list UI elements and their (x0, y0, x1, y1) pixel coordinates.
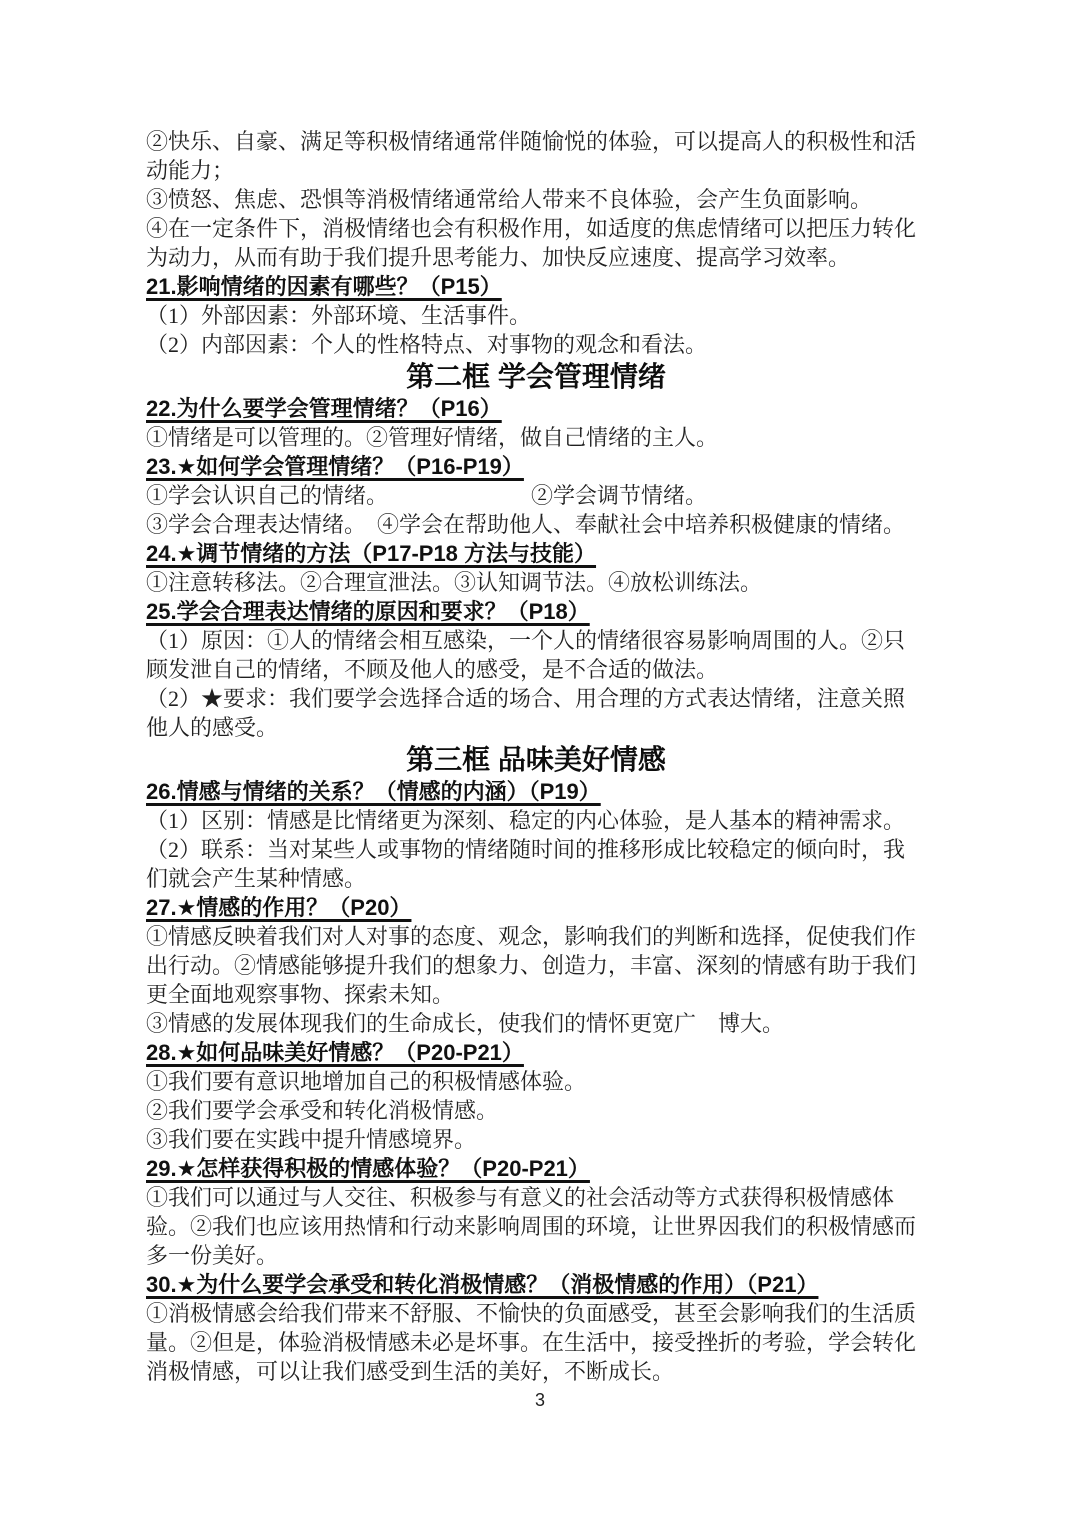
question-heading-text: 25.学会合理表达情绪的原因和要求？（P18） (146, 599, 590, 624)
question-heading-text: 28.★如何品味美好情感？（P20-P21） (146, 1040, 524, 1065)
question-heading-text: 24.★调节情绪的方法（P17-P18 方法与技能） (146, 541, 597, 566)
question-heading (146, 272, 926, 301)
question-heading (146, 597, 926, 626)
paragraph: （1）原因：①人的情绪会相互感染，一个人的情绪很容易影响周围的人。②只顾发泄自己的情绪，不顾及他人的感受，是不合适的做法。 (146, 628, 906, 682)
page-number: 3 (534, 1390, 545, 1410)
paragraph: ①情绪是可以管理的。②管理好情绪，做自己情绪的主人。 (146, 425, 719, 450)
paragraph: （2）★要求：我们要学会选择合适的场合、用合理的方式表达情绪，注意关照他人的感受。 (146, 686, 906, 740)
paragraph: （1）外部因素：外部环境、生活事件。 (146, 303, 532, 328)
paragraph: （2）联系：当对某些人或事物的情绪随时间的推移形成比较稳定的倾向时，我们就会产生某种情感。 (146, 837, 906, 891)
question-heading (146, 394, 926, 423)
paragraph: （1）区别：情感是比情绪更为深刻、稳定的内心体验，是人基本的精神需求。 (146, 808, 906, 833)
paragraph: ①情感反映着我们对人对事的态度、观念，影响我们的判断和选择，促使我们作出行动。②情感能够提升我们的想象力、创造力，丰富、深刻的情感有助于我们更全面地观察事物、探索未知。 (146, 924, 917, 1007)
paragraph: ③情感的发展体现我们的生命成长，使我们的情怀更宽广 博大。 (146, 1011, 785, 1036)
paragraph: ②快乐、自豪、满足等积极情绪通常伴随愉悦的体验，可以提高人的积极性和活动能力； (146, 129, 917, 183)
section-heading: 第二框 学会管理情绪 (406, 361, 666, 392)
question-heading-text: 23.★如何学会管理情绪？（P16-P19） (146, 454, 524, 479)
document-body (146, 127, 926, 1386)
question-heading-text: 30.★为什么要学会承受和转化消极情感？（消极情感的作用）（P21） (146, 1272, 819, 1297)
paragraph: ③我们要在实践中提升情感境界。 (146, 1127, 477, 1152)
paragraph: ①消极情感会给我们带来不舒服、不愉快的负面感受，甚至会影响我们的生活质量。②但是，体验消极情感未必是坏事。在生活中，接受挫折的考验，学会转化消极情感，可以让我们感受到生活的美好，不断成长。 (146, 1301, 917, 1384)
question-heading (146, 1270, 926, 1299)
section-heading: 第三框 品味美好情感 (406, 744, 666, 775)
question-heading (146, 893, 926, 922)
question-heading-text: 27.★情感的作用？（P20） (146, 895, 412, 920)
question-heading (146, 1154, 926, 1183)
paragraph: （2）内部因素：个人的性格特点、对事物的观念和看法。 (146, 332, 708, 357)
paragraph: ④在一定条件下，消极情绪也会有积极作用，如适度的焦虑情绪可以把压力转化为动力，从而有助于我们提升思考能力、加快反应速度、提高学习效率。 (146, 216, 917, 270)
paragraph: ①我们可以通过与人交往、积极参与有意义的社会活动等方式获得积极情感体验。②我们也应该用热情和行动来影响周围的环境，让世界因我们的积极情感而多一份美好。 (146, 1185, 917, 1268)
paragraph: ③愤怒、焦虑、恐惧等消极情绪通常给人带来不良体验，会产生负面影响。 (146, 187, 873, 212)
paragraph: ①学会认识自己的情绪。 ②学会调节情绪。 (146, 483, 708, 508)
question-heading (146, 452, 926, 481)
question-heading (146, 1038, 926, 1067)
question-heading (146, 539, 926, 568)
question-heading-text: 21.影响情绪的因素有哪些？（P15） (146, 274, 502, 299)
paragraph: ③学会合理表达情绪。 ④学会在帮助他人、奉献社会中培养积极健康的情绪。 (146, 512, 906, 537)
question-heading-text: 22.为什么要学会管理情绪？（P16） (146, 396, 502, 421)
question-heading (146, 777, 926, 806)
paragraph: ②我们要学会承受和转化消极情感。 (146, 1098, 499, 1123)
paragraph: ①注意转移法。②合理宣泄法。③认知调节法。④放松训练法。 (146, 570, 763, 595)
paragraph: ①我们要有意识地增加自己的积极情感体验。 (146, 1069, 587, 1094)
question-heading-text: 26.情感与情绪的关系？（情感的内涵）（P19） (146, 779, 601, 804)
question-heading-text: 29.★怎样获得积极的情感体验？（P20-P21） (146, 1156, 590, 1181)
